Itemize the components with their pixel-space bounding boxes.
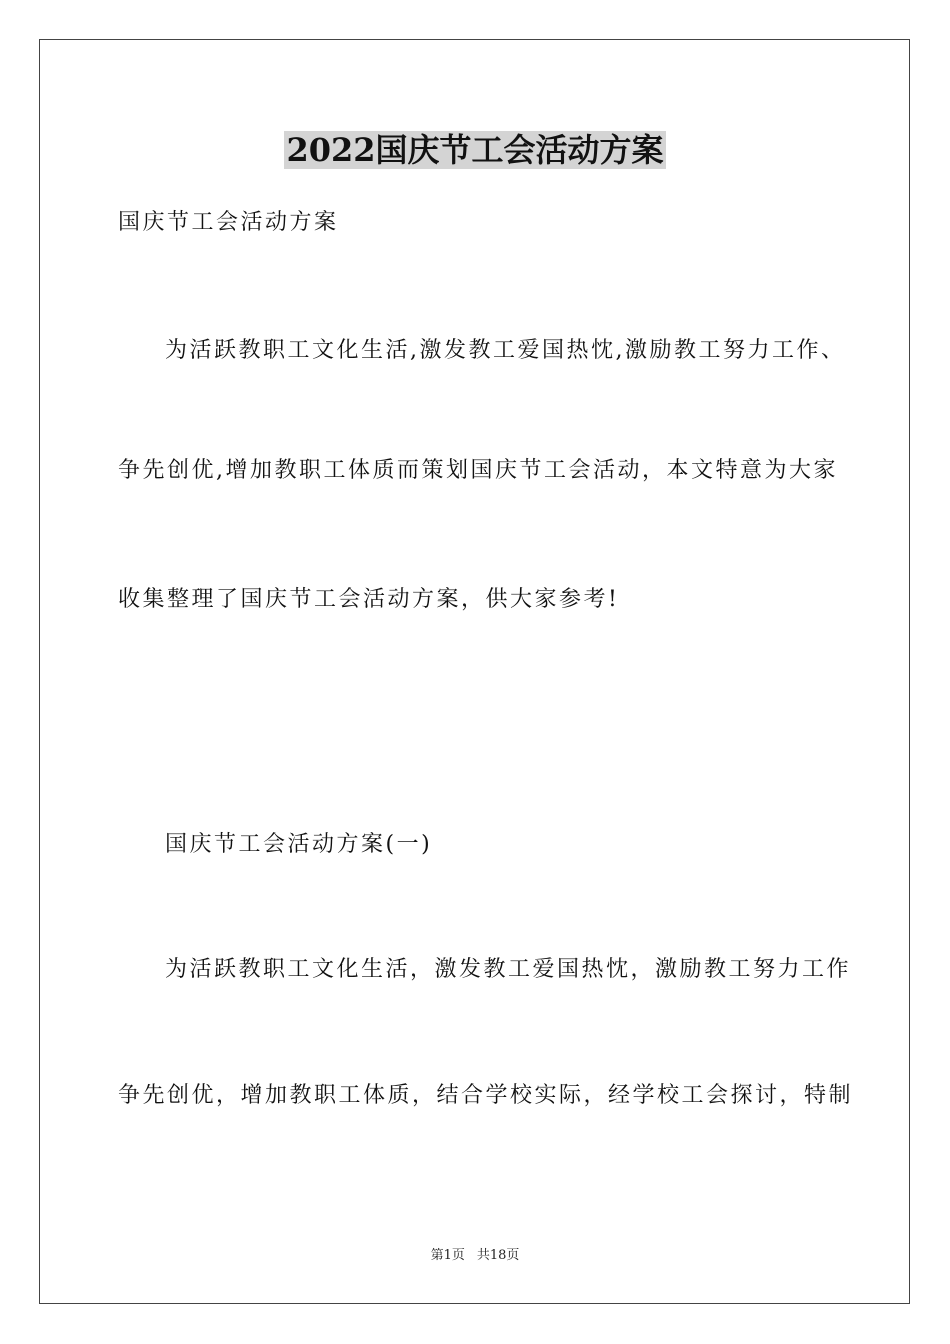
page-total: 共18页 <box>476 1248 520 1263</box>
page-number: 第1页 <box>430 1248 465 1263</box>
document-title-text: 2022国庆节工会活动方案 <box>286 131 664 169</box>
section-line-1: 为活跃教职工文化生活，激发教工爱国热忱，激励教工努力工作 <box>165 957 852 982</box>
intro-line-1: 为活跃教职工文化生活,激发教工爱国热忱,激励教工努力工作、 <box>165 338 846 363</box>
intro-line-3: 收集整理了国庆节工会活动方案，供大家参考! <box>118 587 620 612</box>
page-footer <box>0 1247 950 1265</box>
document-subtitle: 国庆节工会活动方案 <box>118 210 339 235</box>
document-title <box>0 128 950 172</box>
section-heading: 国庆节工会活动方案(一) <box>165 832 433 857</box>
section-line-2: 争先创优，增加教职工体质，结合学校实际，经学校工会探讨，特制 <box>118 1083 854 1108</box>
intro-line-2: 争先创优,增加教职工体质而策划国庆节工会活动，本文特意为大家 <box>118 458 838 483</box>
